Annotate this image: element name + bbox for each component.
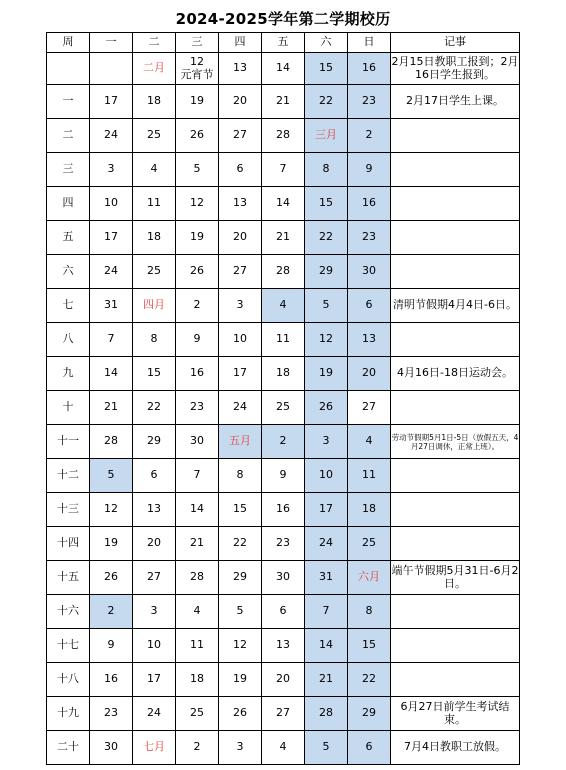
day-cell: 23 [262,527,305,561]
day-cell: 21 [262,85,305,119]
week-row [47,425,520,459]
week-row [47,459,520,493]
day-cell: 13 [219,53,262,85]
day-cell: 28 [262,119,305,153]
week-number: 十 [47,391,90,425]
header-wed: 三 [176,33,219,53]
day-cell: 6 [219,153,262,187]
day-cell: 27 [219,255,262,289]
day-cell: 29 [305,255,348,289]
day-cell: 27 [219,119,262,153]
week-number: 三 [47,153,90,187]
day-cell: 22 [133,391,176,425]
note-cell: 端午节假期5月31日-6月2日。 [391,561,520,595]
day-cell: 4 [262,731,305,765]
school-calendar-table [46,32,520,765]
day-cell: 6 [348,289,391,323]
day-cell: 17 [90,221,133,255]
day-cell: 15 [348,629,391,663]
day-cell: 23 [176,391,219,425]
day-cell: 17 [133,663,176,697]
day-number: 12 [190,54,204,68]
week-number: 一 [47,85,90,119]
day-cell: 23 [348,221,391,255]
day-cell: 19 [176,221,219,255]
day-cell: 18 [176,663,219,697]
day-cell: 31 [305,561,348,595]
header-sun: 日 [348,33,391,53]
day-cell: 26 [176,255,219,289]
note-cell: 2月15日教职工报到；2月16日学生报到。 [391,53,520,85]
day-cell: 27 [348,391,391,425]
note-cell [391,629,520,663]
day-cell: 31 [90,289,133,323]
week-row [47,595,520,629]
note-cell: 清明节假期4月4日-6日。 [391,289,520,323]
day-cell: 15 [305,53,348,85]
week-number: 十三 [47,493,90,527]
day-cell: 19 [90,527,133,561]
month-start-cell: 七月 [133,731,176,765]
day-cell: 5 [176,153,219,187]
day-cell: 22 [219,527,262,561]
day-cell: 27 [133,561,176,595]
week-row [47,561,520,595]
day-cell: 20 [133,527,176,561]
day-cell: 25 [262,391,305,425]
day-cell: 28 [262,255,305,289]
day-cell: 16 [348,187,391,221]
day-cell: 29 [219,561,262,595]
day-cell: 3 [90,153,133,187]
day-cell: 13 [262,629,305,663]
week-number: 九 [47,357,90,391]
day-cell: 30 [348,255,391,289]
header-fri: 五 [262,33,305,53]
day-cell: 8 [305,153,348,187]
note-cell [391,391,520,425]
week-row [47,53,520,85]
week-number: 十四 [47,527,90,561]
note-cell: 7月4日教职工放假。 [391,731,520,765]
day-cell: 29 [348,697,391,731]
day-cell: 11 [133,187,176,221]
note-cell [391,119,520,153]
day-cell: 24 [133,697,176,731]
header-mon: 一 [90,33,133,53]
day-cell: 28 [90,425,133,459]
day-cell: 10 [219,323,262,357]
day-cell: 2 [262,425,305,459]
day-cell: 4 [262,289,305,323]
day-cell: 9 [90,629,133,663]
week-number: 十二 [47,459,90,493]
day-cell: 2 [348,119,391,153]
day-cell: 28 [305,697,348,731]
calendar-body [47,53,520,765]
day-cell: 16 [176,357,219,391]
note-cell [391,595,520,629]
week-number: 十一 [47,425,90,459]
day-cell: 3 [219,289,262,323]
day-cell: 2 [176,731,219,765]
day-cell: 25 [133,255,176,289]
day-cell: 13 [133,493,176,527]
week-row [47,391,520,425]
day-cell: 2 [90,595,133,629]
header-sat: 六 [305,33,348,53]
day-cell: 25 [176,697,219,731]
month-start-cell: 三月 [305,119,348,153]
day-cell: 14 [176,493,219,527]
week-row [47,731,520,765]
day-cell: 8 [348,595,391,629]
day-cell: 12 [176,187,219,221]
day-cell: 10 [90,187,133,221]
day-cell: 4 [133,153,176,187]
day-cell: 3 [305,425,348,459]
week-number [47,53,90,85]
day-cell: 6 [348,731,391,765]
day-cell: 12 [305,323,348,357]
week-number: 二 [47,119,90,153]
day-cell: 6 [133,459,176,493]
day-cell: 3 [219,731,262,765]
day-cell: 21 [176,527,219,561]
day-cell: 18 [262,357,305,391]
day-cell: 26 [219,697,262,731]
day-cell: 18 [133,221,176,255]
week-row [47,119,520,153]
day-cell: 7 [176,459,219,493]
day-cell: 10 [133,629,176,663]
week-row [47,663,520,697]
day-cell: 14 [305,629,348,663]
holiday-label: 元宵节 [180,67,214,81]
week-row [47,289,520,323]
week-row [47,527,520,561]
day-cell: 6 [262,595,305,629]
day-cell: 15 [133,357,176,391]
week-row [47,493,520,527]
header-tue: 二 [133,33,176,53]
day-cell: 7 [262,153,305,187]
note-cell [391,153,520,187]
note-cell [391,663,520,697]
day-cell: 25 [348,527,391,561]
day-cell: 24 [90,255,133,289]
day-cell: 23 [90,697,133,731]
day-cell: 19 [176,85,219,119]
calendar-title: 2024-2025学年第二学期校历 [175,10,391,28]
day-cell: 18 [133,85,176,119]
week-row [47,153,520,187]
note-cell [391,255,520,289]
note-cell: 2月17日学生上课。 [391,85,520,119]
month-start-cell: 二月 [133,53,176,85]
day-cell: 30 [262,561,305,595]
day-cell: 24 [305,527,348,561]
day-cell: 22 [348,663,391,697]
day-cell: 24 [219,391,262,425]
day-cell: 17 [305,493,348,527]
day-cell: 7 [90,323,133,357]
day-cell: 30 [176,425,219,459]
note-cell [391,221,520,255]
week-number: 五 [47,221,90,255]
header-row [47,33,520,53]
day-cell: 2 [176,289,219,323]
day-cell: 26 [176,119,219,153]
day-cell: 20 [219,85,262,119]
day-cell: 17 [90,85,133,119]
day-cell: 9 [262,459,305,493]
week-number: 十六 [47,595,90,629]
day-cell [90,53,133,85]
day-cell: 14 [90,357,133,391]
week-number: 十八 [47,663,90,697]
day-cell: 28 [176,561,219,595]
week-row [47,187,520,221]
week-number: 七 [47,289,90,323]
week-number: 八 [47,323,90,357]
day-cell: 5 [305,731,348,765]
note-cell: 6月27日前学生考试结束。 [391,697,520,731]
note-cell [391,323,520,357]
day-cell: 16 [348,53,391,85]
day-cell: 13 [219,187,262,221]
day-cell: 20 [348,357,391,391]
week-number: 六 [47,255,90,289]
day-cell: 14 [262,53,305,85]
day-cell: 7 [305,595,348,629]
day-cell: 22 [305,85,348,119]
day-cell: 17 [219,357,262,391]
week-number: 十九 [47,697,90,731]
note-cell: 4月16日-18日运动会。 [391,357,520,391]
day-cell: 23 [348,85,391,119]
month-start-cell: 六月 [348,561,391,595]
day-cell: 16 [90,663,133,697]
day-cell: 16 [262,493,305,527]
week-row [47,85,520,119]
day-cell: 4 [176,595,219,629]
week-row [47,323,520,357]
day-cell: 5 [90,459,133,493]
week-number: 十五 [47,561,90,595]
note-cell: 劳动节假期5月1日-5日（放假五天，4月27日调休，正常上班）。 [391,425,520,459]
day-cell: 5 [305,289,348,323]
day-cell: 26 [305,391,348,425]
header-thu: 四 [219,33,262,53]
day-cell: 25 [133,119,176,153]
day-cell: 11 [176,629,219,663]
week-number: 二十 [47,731,90,765]
day-cell: 30 [90,731,133,765]
week-row [47,357,520,391]
day-cell: 22 [305,221,348,255]
day-cell: 9 [348,153,391,187]
month-start-cell: 五月 [219,425,262,459]
day-cell: 19 [305,357,348,391]
day-cell: 21 [90,391,133,425]
week-row [47,255,520,289]
day-cell: 20 [219,221,262,255]
day-cell [176,53,219,85]
week-number: 十七 [47,629,90,663]
day-cell: 3 [133,595,176,629]
day-cell: 29 [133,425,176,459]
day-cell: 5 [219,595,262,629]
week-row [47,221,520,255]
day-cell: 24 [90,119,133,153]
note-cell [391,459,520,493]
day-cell: 15 [219,493,262,527]
note-cell [391,527,520,561]
day-cell: 4 [348,425,391,459]
day-cell: 20 [262,663,305,697]
header-week: 周 [47,33,90,53]
week-number: 四 [47,187,90,221]
header-notes: 记事 [391,33,520,53]
day-cell: 18 [348,493,391,527]
day-cell: 26 [90,561,133,595]
day-cell: 21 [305,663,348,697]
day-cell: 21 [262,221,305,255]
day-cell: 19 [219,663,262,697]
week-row [47,629,520,663]
day-cell: 9 [176,323,219,357]
day-cell: 8 [219,459,262,493]
day-cell: 14 [262,187,305,221]
day-cell: 12 [90,493,133,527]
note-cell [391,493,520,527]
day-cell: 27 [262,697,305,731]
day-cell: 11 [348,459,391,493]
day-cell: 15 [305,187,348,221]
day-cell: 10 [305,459,348,493]
day-cell: 11 [262,323,305,357]
day-cell: 8 [133,323,176,357]
day-cell: 12 [219,629,262,663]
day-cell: 13 [348,323,391,357]
month-start-cell: 四月 [133,289,176,323]
week-row [47,697,520,731]
note-cell [391,187,520,221]
